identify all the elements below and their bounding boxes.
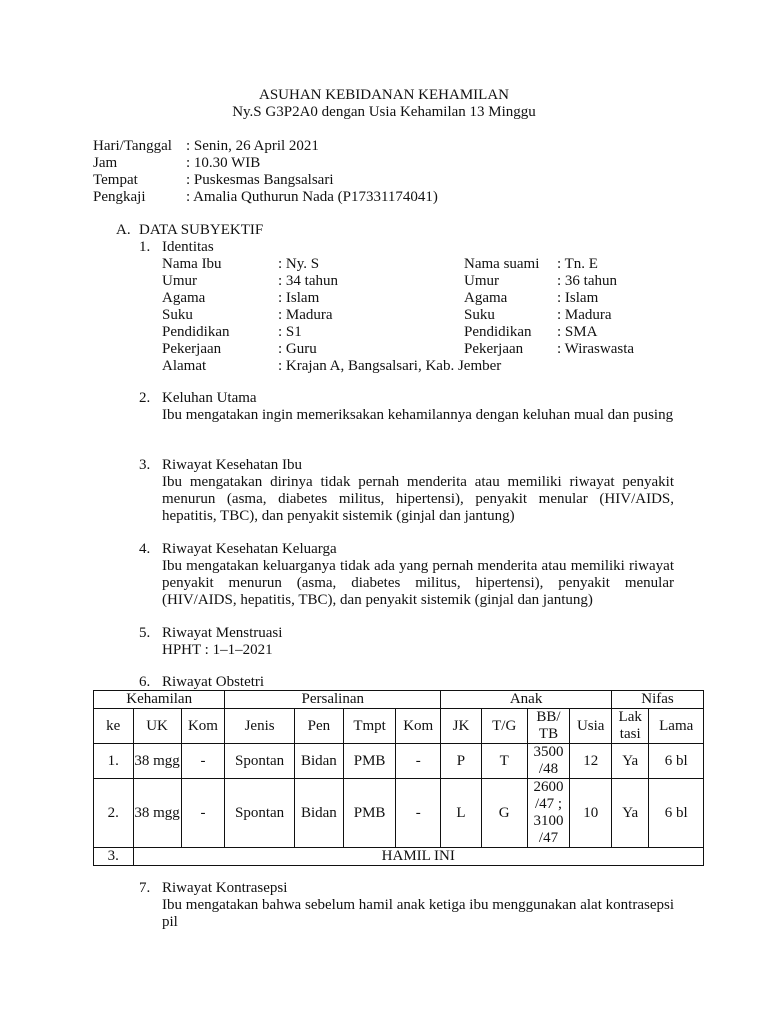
item-text: Ibu mengatakan bahwa sebelum hamil anak ketiga ibu menggunakan alat kontrasepsi pil	[162, 897, 674, 930]
header-value: : Senin, 26 April 2021	[186, 138, 319, 154]
table-cell: Spontan	[225, 779, 294, 848]
table-cell: 1.	[94, 744, 134, 779]
header-value: : Amalia Quthurun Nada (P17331174041)	[186, 189, 438, 205]
identity-value: : Guru	[278, 341, 317, 357]
item-number: 4.	[139, 541, 151, 557]
table-row	[94, 779, 704, 848]
identity-value: : S1	[278, 324, 302, 340]
table-column-header: Tmpt	[343, 709, 395, 744]
item-title: Riwayat Kontrasepsi	[162, 880, 288, 896]
item-title: Riwayat Menstruasi	[162, 625, 283, 641]
item-text: Ibu mengatakan ingin memeriksakan kehamilannya dengan keluhan mual dan pusing	[162, 407, 674, 423]
identity-label: Suku	[162, 307, 193, 323]
table-cell: 3500 /48	[527, 744, 570, 779]
table-cell: T	[481, 744, 527, 779]
item-title: Identitas	[162, 239, 214, 255]
table-column-header: Lama	[649, 709, 704, 744]
table-column-header: Kom	[181, 709, 225, 744]
table-cell: Ya	[612, 744, 649, 779]
identity-label: Pendidikan	[464, 324, 532, 340]
identity-label: Nama Ibu	[162, 256, 222, 272]
identity-label: Nama suami	[464, 256, 540, 272]
document-subtitle: Ny.S G3P2A0 dengan Usia Kehamilan 13 Minggu	[232, 104, 536, 120]
item-text: HPHT : 1–1–2021	[162, 642, 273, 658]
identity-label: Agama	[162, 290, 206, 306]
table-cell: -	[181, 744, 225, 779]
table-column-header: UK	[133, 709, 181, 744]
header-label: Tempat	[93, 172, 138, 188]
identity-label: Suku	[464, 307, 495, 323]
identity-value: : Islam	[557, 290, 599, 306]
table-cell: 3.	[94, 848, 134, 866]
table-cell: 38 mgg	[133, 744, 181, 779]
table-cell: Bidan	[294, 744, 343, 779]
identity-label: Pekerjaan	[162, 341, 222, 357]
table-column-header: Jenis	[225, 709, 294, 744]
table-cell: 12	[570, 744, 612, 779]
identity-value: : 36 tahun	[557, 273, 617, 289]
section-letter: A.	[116, 222, 131, 238]
table-cell: 6 bl	[649, 744, 704, 779]
current-pregnancy-cell: HAMIL INI	[133, 848, 703, 866]
table-column-header: Lak tasi	[612, 709, 649, 744]
table-group-header: Persalinan	[225, 691, 441, 709]
table-cell: PMB	[343, 779, 395, 848]
item-number: 3.	[139, 457, 151, 473]
table-cell: 10	[570, 779, 612, 848]
table-cell: P	[441, 744, 482, 779]
obstetric-history-table	[93, 690, 704, 866]
header-value: : 10.30 WIB	[186, 155, 261, 171]
table-column-header: ke	[94, 709, 134, 744]
table-cell: L	[441, 779, 482, 848]
table-cell: Spontan	[225, 744, 294, 779]
item-number: 7.	[139, 880, 151, 896]
table-column-header: BB/ TB	[527, 709, 570, 744]
identity-label: Agama	[464, 290, 508, 306]
table-group-header: Nifas	[612, 691, 704, 709]
item-number: 1.	[139, 239, 151, 255]
identity-label: Umur	[162, 273, 197, 289]
identity-label: Pekerjaan	[464, 341, 524, 357]
table-cell: 38 mgg	[133, 779, 181, 848]
item-text: Ibu mengatakan keluarganya tidak ada yang pernah menderita atau memiliki riwayat penyakit menurun (asma, diabetes militus, hipertensi), penyakit menular (HIV/AIDS, hepatitis, TBC), dan penyakit sistemik (ginjal dan jantung)	[162, 558, 674, 608]
table-column-header: Usia	[570, 709, 612, 744]
document-title: ASUHAN KEBIDANAN KEHAMILAN	[259, 87, 509, 103]
table-column-header: Pen	[294, 709, 343, 744]
identity-value: : SMA	[557, 324, 598, 340]
section-title: DATA SUBYEKTIF	[139, 222, 264, 238]
identity-value: : Wiraswasta	[557, 341, 635, 357]
table-cell: 2600 /47 ; 3100 /47	[527, 779, 570, 848]
item-number: 2.	[139, 390, 151, 406]
table-group-header: Anak	[441, 691, 612, 709]
table-group-header: Kehamilan	[94, 691, 225, 709]
item-number: 5.	[139, 625, 151, 641]
identity-value: : Madura	[557, 307, 612, 323]
table-cell: 2.	[94, 779, 134, 848]
table-cell: -	[181, 779, 225, 848]
identity-value: : Ny. S	[278, 256, 320, 272]
table-column-header: T/G	[481, 709, 527, 744]
header-value: : Puskesmas Bangsalsari	[186, 172, 334, 188]
item-title: Riwayat Kesehatan Keluarga	[162, 541, 337, 557]
table-cell: -	[396, 744, 441, 779]
table-cell: -	[396, 779, 441, 848]
item-text: Ibu mengatakan dirinya tidak pernah menderita atau memiliki riwayat penyakit menurun (asma, diabetes militus, hipertensi), penyakit menular (HIV/AIDS, hepatitis, TBC), dan penyakit sistemik (ginjal dan jantung)	[162, 474, 674, 524]
table-cell: G	[481, 779, 527, 848]
item-title: Riwayat Obstetri	[162, 674, 265, 690]
table-column-header: JK	[441, 709, 482, 744]
identity-value: : Krajan A, Bangsalsari, Kab. Jember	[278, 358, 502, 374]
table-cell: PMB	[343, 744, 395, 779]
identity-value: : Islam	[278, 290, 320, 306]
item-number: 6.	[139, 674, 151, 690]
item-title: Keluhan Utama	[162, 390, 257, 406]
identity-value: : Madura	[278, 307, 333, 323]
identity-value: : Tn. E	[557, 256, 598, 272]
identity-value: : 34 tahun	[278, 273, 338, 289]
item-title: Riwayat Kesehatan Ibu	[162, 457, 302, 473]
table-cell: 6 bl	[649, 779, 704, 848]
identity-label: Umur	[464, 273, 499, 289]
table-cell: Ya	[612, 779, 649, 848]
identity-label: Pendidikan	[162, 324, 230, 340]
header-label: Hari/Tanggal	[93, 138, 172, 154]
table-column-header: Kom	[396, 709, 441, 744]
header-label: Pengkaji	[93, 189, 146, 205]
table-row	[94, 744, 704, 779]
table-cell: Bidan	[294, 779, 343, 848]
header-label: Jam	[93, 155, 118, 171]
identity-label: Alamat	[162, 358, 207, 374]
table-row	[94, 848, 704, 866]
